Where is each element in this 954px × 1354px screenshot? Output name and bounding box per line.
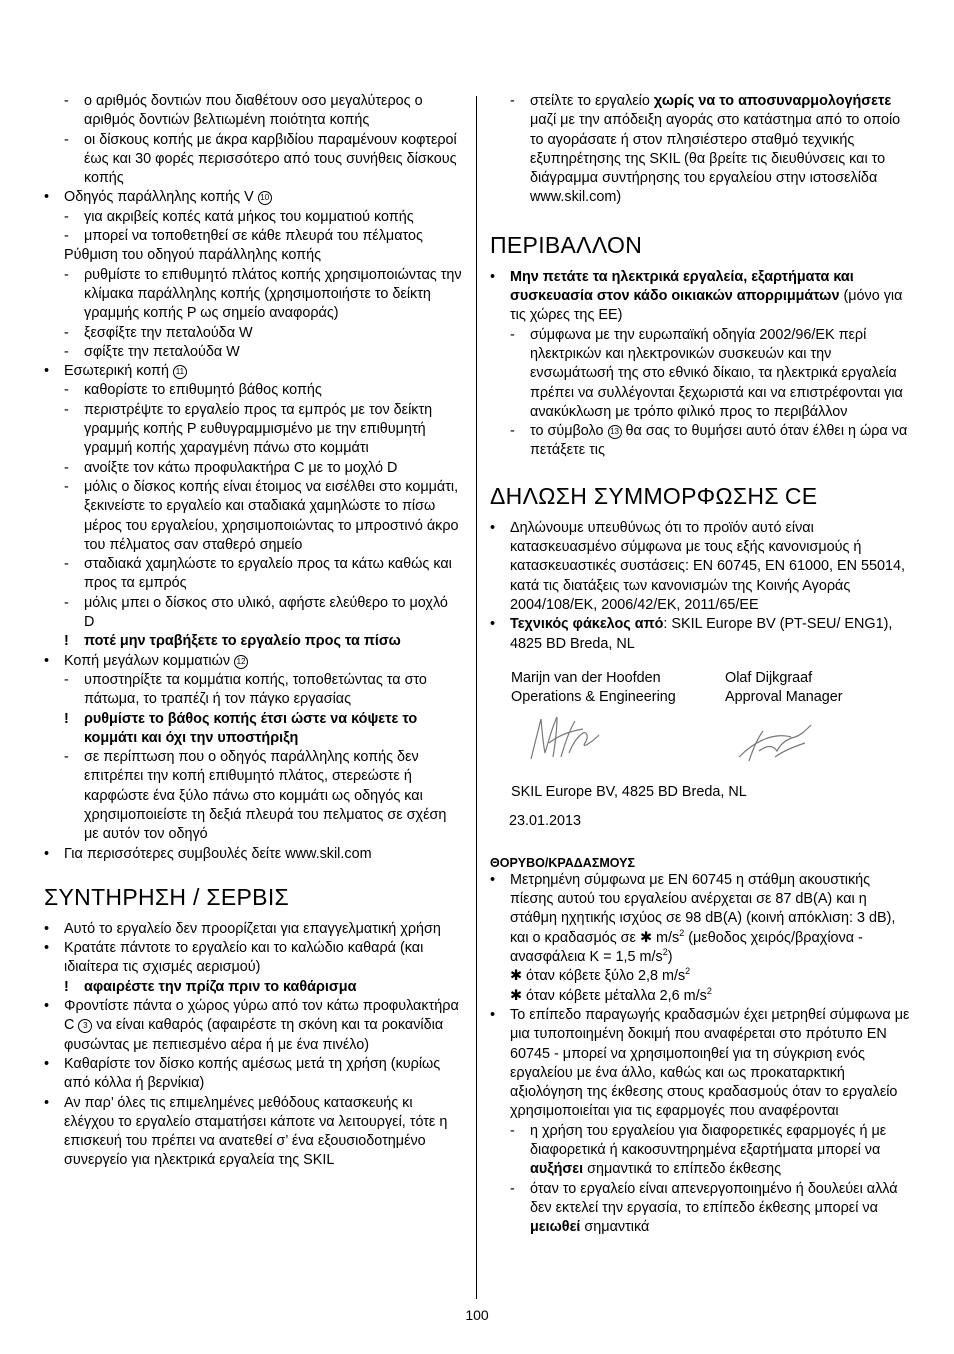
list-item-dash: - σταδιακά χαμηλώστε το εργαλείο προς τα κάτω καθώς και προς τα εμπρός [64, 556, 452, 592]
page-number: 100 [465, 1307, 489, 1323]
list-item-dash: - ανοίξτε τον κάτω προφυλακτήρα C με το μοχλό D [64, 459, 398, 476]
reference-number-icon: 3 [78, 1019, 92, 1033]
list-item-dash: - σφίξτε την πεταλούδα W [64, 343, 240, 360]
vibration-increase-note: - η χρήση του εργαλείου για διαφορετικές εφαρμογές ή με διαφορετικά ή κακοσυντηρημένα εξαρτήματα μπορεί να αυξήσει σημαντικά το επίπεδο έκθεσης [510, 1122, 887, 1178]
signature-block [490, 669, 914, 845]
reference-number-icon: 12 [234, 655, 248, 669]
list-item-dash: - για ακριβείς κοπές κατά μήκος του κομματιού κοπής [64, 208, 414, 225]
list-item-bullet: • Οδηγός παράλληλης κοπής V 10 [44, 188, 462, 207]
service-return-item: - στείλτε το εργαλείο χωρίς να το αποσυναρμολογήσετε μαζί με την απόδειξη αγοράς στο κατάστημα από το οποίο το αγοράσατε ή στον πλησιέστερο σταθμό τεχνικής εξυπηρέτησης της SKIL (θα βρείτε τις διευθύνσεις και το διάγραμμα συντήρησης του εργαλείου στην ιστοσελίδα www.skil.com) [510, 93, 901, 206]
declaration-heading: ΔΗΛΩΣΗ ΣΥΜΜΟΡΦΩΣΗΣ CE [490, 482, 818, 509]
list-item-bullet: • Κοπή μεγάλων κομματιών 12 [44, 652, 462, 671]
warning-item: ! ρυθμίστε το βάθος κοπής έτσι ώστε να κόψετε το κομμάτι και όχι την υποστήριξη [64, 710, 418, 746]
list-item-bullet: • Κρατάτε πάντοτε το εργαλείο και το καλώδιο καθαρά (και ιδιαίτερα τις σχισμές αερισμού) [44, 940, 424, 976]
list-item-dash: - μόλις ο δίσκος κοπής είναι έτοιμος να εισέλθει στο κομμάτι, ξεκινείστε το εργαλείο και σταδιακά χαμηλώστε το πίσω μέρος του εργαλείου, χρησιμοποιώντας το μπροστινό άκρο του πέλματος σαν σταθερό σημείο [64, 478, 459, 553]
right-column [490, 92, 914, 1237]
list-item-dash: - μόλις μπει ο δίσκος στο υλικό, αφήστε ελεύθερο το μοχλό D [64, 594, 448, 631]
warning-item: ! ποτέ μην τραβήξετε το εργαλείο προς τα πίσω [64, 633, 401, 650]
service-instructions [44, 920, 462, 1171]
company-address: SKIL Europe BV, 4825 BD Breda, NL [511, 783, 747, 800]
list-item-bullet: • Φροντίστε πάντα ο χώρος γύρω από τον κάτω προφυλακτήρα C 3 να είναι καθαρός (αφαιρέστε τη σκόνη και τα ροκανίδια φυσώντας με πεπιεσμένο αέρα ή με ένα πινέλο) [44, 998, 459, 1053]
list-item-dash: - ξεσφίξτε την πεταλούδα W [64, 324, 253, 341]
warning-item: ! αφαιρέστε την πρίζα πριν το καθάρισμα [64, 978, 357, 995]
list-item-dash: - ο αριθμός δοντιών που διαθέτουν οσο μεγαλύτερος ο αριθμός δοντιών βελτιωμένη ποιότητα κοπής [64, 93, 423, 129]
list-item-dash: - οι δίσκους κοπής με άκρα καρβιδίου παραμένουν κοφτεροί έως και 30 φορές περισσότερο από τους συνήθεις δίσκους κοπής [64, 131, 457, 187]
environment-directive: - σύμφωνα με την ευρωπαϊκή οδηγία 2002/96/ΕΚ περί ηλεκτρικών και ηλεκτρονικών συσκευών και την ενσωμάτωσή της στο εθνικό δίκαιο, τα ηλεκτρικά εργαλεία πρέπει να συλλέγονται ξεχωριστά και να επιστρέφονται για ανακύκλωση με τρόπο φιλικό προς το περιβάλλον [510, 326, 903, 420]
signature-1-image [525, 713, 605, 765]
left-column [44, 92, 462, 1171]
reference-number-icon: 11 [173, 365, 187, 379]
reference-number-icon: 10 [258, 191, 272, 205]
operation-instructions [44, 92, 462, 864]
list-item-dash: - μπορεί να τοποθετηθεί σε κάθε πλευρά του πέλματος [64, 228, 423, 245]
vibration-decrease-note: - όταν το εργαλείο είναι απενεργοποιημένο ή δουλεύει αλλά δεν εκτελεί την εργασία, το επίπεδο έκθεσης μπορεί να μειωθεί σημαντικά [510, 1180, 898, 1236]
list-item-dash: - καθορίστε το επιθυμητό βάθος κοπής [64, 382, 322, 399]
noise-vibration-heading: ΘΟΡΥΒΟ/ΚΡΑΔΑΣΜΟΥΣ [490, 855, 635, 870]
list-item-bullet: • Αν παρ’ όλες τις επιμελημένες μεθόδους κατασκευής κι ελέγχου το εργαλείο σταματήσει κάποτε να λειτουργεί, τότε η επισκευή του πρέπει να ανατεθεί σ’ ένα εξουσιοδοτημένο συνεργείο για ηλεκτρικά εργαλεία της SKIL [44, 1094, 448, 1169]
list-item-dash: - περιστρέψτε το εργαλείο προς τα εμπρός με τον δείκτη γραμμής κοπής P ευθυγραμμισμένο με την επιθυμητή γραμμή κοπής χαραγμένη πάνω στο κομμάτι [64, 401, 433, 457]
environment-bullet: • Μην πετάτε τα ηλεκτρικά εργαλεία, εξαρτήματα και συσκευασία στον κάδο οικιακών απορριμμάτων (μόνο για τις χώρες της ΕΕ) [490, 268, 903, 324]
vibration-level: • Το επίπεδο παραγωγής κραδασμών έχει μετρηθεί σύμφωνα με μια τυποποιημένη δοκιμή που αναφέρεται στο πρότυπο EN 60745 - μπορεί να χρησιμοποιηθεί για τη σύγκριση ενός εργαλείου με ένα άλλο, καθώς και ως προκαταρκτική αξιολόγηση της έκθεσης στους κραδασμούς όταν το εργαλείο χρησιμοποιείται για τις εφαρμογές που αναφέρονται [490, 1006, 910, 1120]
list-item-dash: - σε περίπτωση που ο οδηγός παράλληλης κοπής δεν επιτρέπει την κοπή επιθυμητό πλάτος, στερεώστε ή καρφώστε ένα ξύλο πάνω στο κομμάτι ως οδηγός και χρησιμοποιείστε τη δεξιά πλευρά του πελματος σε σχέση με αυτόν τον οδηγό [64, 749, 447, 843]
reference-13-icon: 13 [608, 425, 622, 439]
declaration-statement: • Δηλώνουμε υπευθύνως ότι το προϊόν αυτό είναι κατασκευασμένο σύμφωνα με τους εξής κανονισμούς ή κατασκευαστικές συστάσεις: EN 60745, EN 61000, EN 55014, κατά τις διατάξεις των κανονισμών της Κοινής Αγοράς 2004/108/ΕΚ, 2006/42/ΕΚ, 2011/65/ΕΕ [490, 519, 905, 613]
environment-symbol-note: - το σύμβολο 13 θα σας το θυμήσει αυτό όταν έλθει η ώρα να πετάξετε τις [510, 423, 908, 459]
declaration-date: 23.01.2013 [509, 812, 582, 829]
technical-file: • Τεχνικός φάκελος από: SKIL Europe BV (PT-SEU/ ENG1), 4825 BD Breda, NL [490, 616, 893, 652]
list-item-bullet: • Εσωτερική κοπή 11 [44, 362, 462, 381]
ce-mark-icon: CE [784, 482, 818, 509]
list-item-bullet: • Αυτό το εργαλείο δεν προορίζεται για επαγγελματική χρήση [44, 920, 441, 937]
environment-heading: ΠΕΡΙΒΑΛΛΟΝ [490, 231, 643, 258]
subheading-text: Ρύθμιση του οδηγού παράλληλης κοπής [64, 247, 322, 264]
noise-measurement: • Μετρημένη σύμφωνα με EN 60745 η στάθμη ακουστικής πίεσης αυτού του εργαλείου ανέρχεται σε 87 dB(A) και η στάθμη ηχητικής ισχύος σε 98 dB(A) (κοινή απόκλιση: 3 dB), και ο κραδασμός σε ✱ $m/s^2$ (μεθοδος χειρός/βραχίονα - ανασφάλεια K = 1,5 $m/s^2$) ✱ όταν κόβετε ξύλο 2,8 $m/s^2$ ✱ όταν κόβετε μέταλλα 2,6 $m/s^2$ [490, 871, 896, 1004]
service-heading: ΣΥΝΤΗΡΗΣΗ / ΣΕΡΒΙΣ [44, 883, 290, 910]
signatory-1: Marijn van der Hoofden Operations & Engineering [511, 669, 676, 706]
column-divider [476, 96, 477, 1299]
list-item-dash: - ρυθμίστε το επιθυμητό πλάτος κοπής χρησιμοποιώντας την κλίμακα παράλληλης κοπής (χρησιμοποιήστε το δείκτη γραμμής κοπής P ως σημείο αναφοράς) [64, 266, 462, 322]
signature-2-image [735, 721, 815, 765]
signatory-2: Olaf Dijkgraaf Approval Manager [725, 669, 843, 706]
list-item-bullet: • Για περισσότερες συμβουλές δείτε www.skil.com [44, 845, 372, 862]
list-item-bullet: • Καθαρίστε τον δίσκο κοπής αμέσως μετά τη χρήση (κυρίως από κόλλα ή βερνίκια) [44, 1055, 441, 1092]
list-item-dash: - υποστηρίξτε τα κομμάτια κοπής, τοποθετώντας τα στο πάτωμα, το τραπέζι ή τον πάγκο εργασίας [64, 671, 427, 708]
